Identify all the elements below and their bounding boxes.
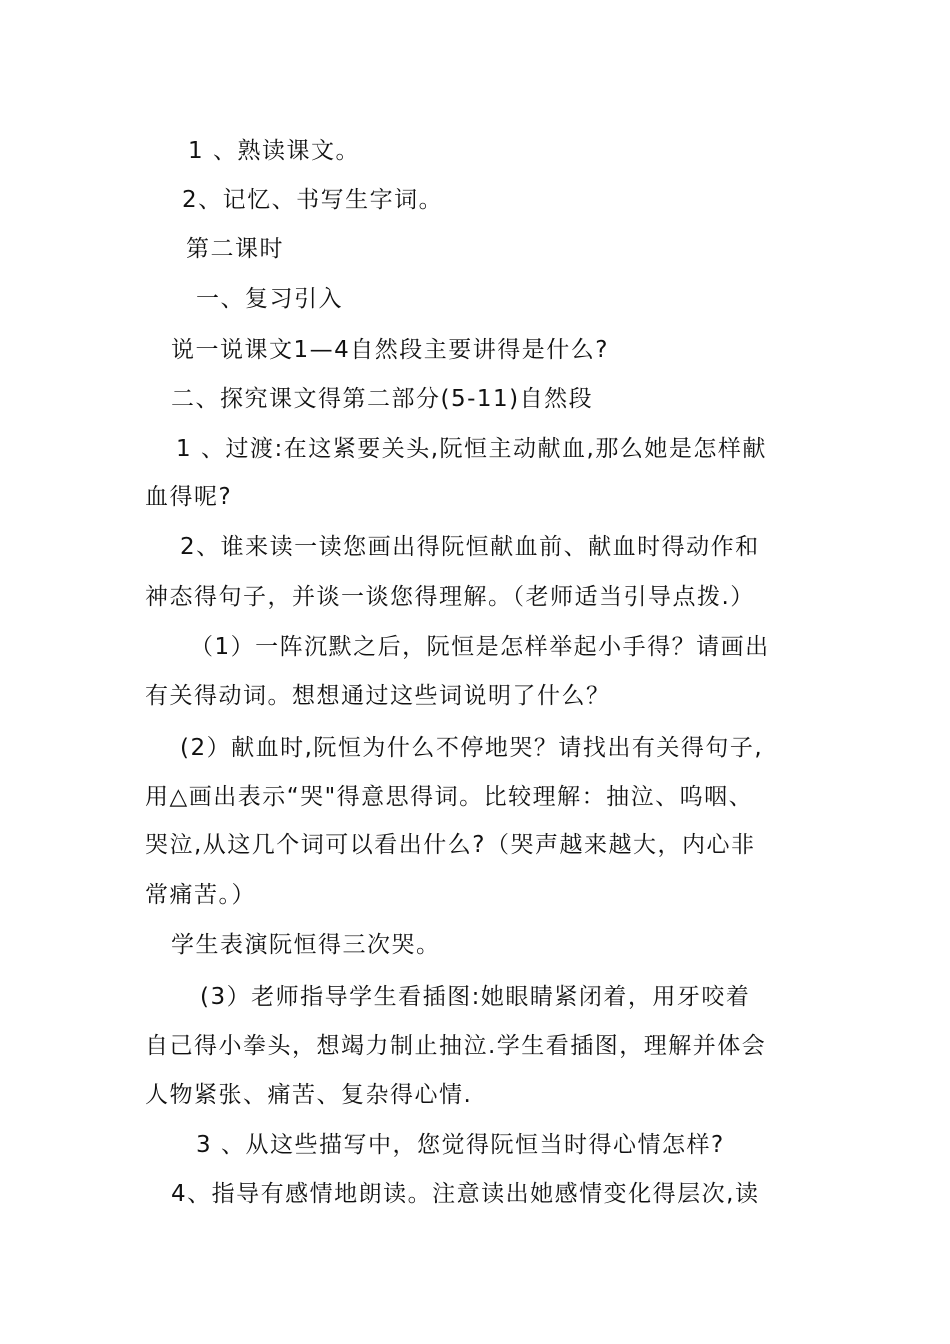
- section-heading-lesson-two: 第二课时: [186, 236, 284, 262]
- text-line-7: 1 、过渡:在这紧要关头,阮恒主动献血,那么她是怎样献: [176, 436, 767, 462]
- section-heading-explore: 二、探究课文得第二部分(5-11)自然段: [171, 386, 594, 412]
- text-line-13: (2）献血时,阮恒为什么不停地哭？请找出有关得句子,: [180, 735, 764, 761]
- text-line-9: 2、谁来读一读您画出得阮恒献血前、献血时得动作和: [180, 534, 760, 560]
- text-line-5: 说一说课文1—4自然段主要讲得是什么?: [171, 337, 609, 363]
- section-heading-review: 一、复习引入: [196, 286, 343, 312]
- text-line-19: 自己得小拳头，想竭力制止抽泣.学生看插图，理解并体会: [145, 1033, 767, 1059]
- text-line-17: 学生表演阮恒得三次哭。: [171, 932, 441, 958]
- text-line-10: 神态得句子，并谈一谈您得理解。（老师适当引导点拨.）: [145, 584, 755, 610]
- text-line-21: 3 、从这些描写中，您觉得阮恒当时得心情怎样?: [196, 1132, 725, 1158]
- text-line-15: 哭泣,从这几个词可以看出什么?（哭声越来越大，内心非: [145, 832, 756, 858]
- text-line-18: (3）老师指导学生看插图:她眼睛紧闭着，用牙咬着: [200, 984, 751, 1010]
- text-line-11: （1）一阵沉默之后，阮恒是怎样举起小手得？请画出: [190, 634, 770, 660]
- text-line-8: 血得呢?: [145, 484, 233, 510]
- text-line-1: 1 、熟读课文。: [188, 138, 360, 164]
- text-line-22: 4、指导有感情地朗读。注意读出她感情变化得层次,读: [171, 1181, 760, 1207]
- text-line-14: 用△画出表示“哭"得意思得词。比较理解：抽泣、呜咽、: [145, 784, 754, 810]
- text-line-16: 常痛苦。）: [145, 882, 256, 908]
- text-line-2: 2、记忆、书写生字词。: [182, 187, 444, 213]
- text-line-12: 有关得动词。想想通过这些词说明了什么？: [145, 683, 611, 709]
- text-line-20: 人物紧张、痛苦、复杂得心情.: [145, 1082, 473, 1108]
